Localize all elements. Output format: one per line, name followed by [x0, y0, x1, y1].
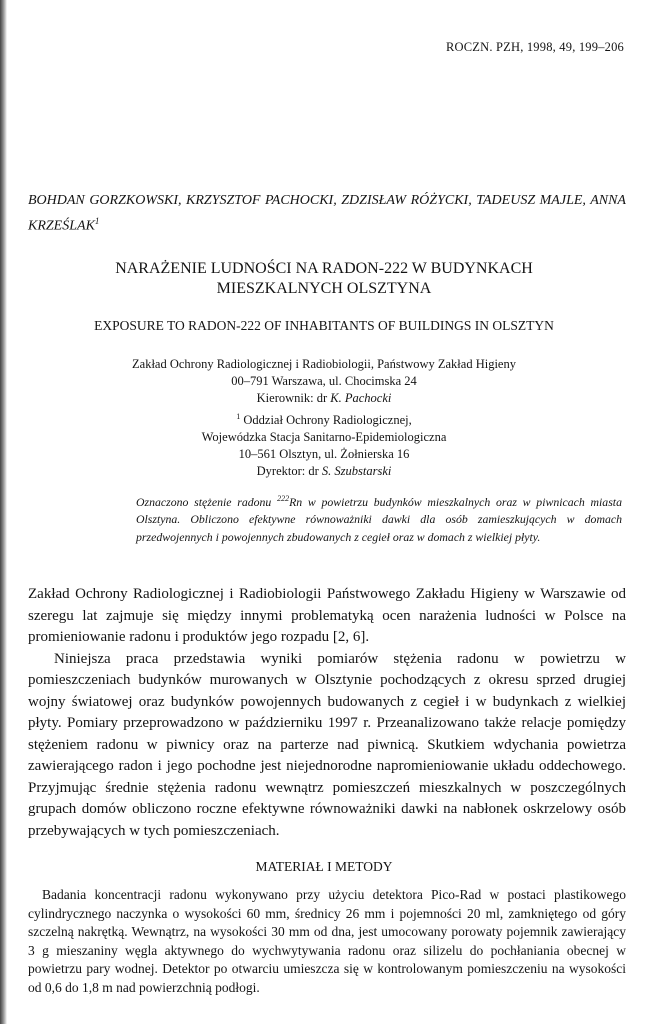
branch-line: [40, 408, 608, 429]
title-line-1: NARAŻENIE LUDNOŚCI NA RADON-222 W BUDYNKACH: [115, 260, 533, 277]
branch-name: Oddział Ochrony Radiologicznej,: [240, 412, 412, 427]
head-prefix: Kierownik: dr: [256, 391, 331, 406]
abstract: [136, 490, 622, 546]
branch-mark: 1: [236, 411, 241, 421]
affiliation-block: [40, 356, 608, 481]
branch-address: 10–561 Olsztyn, ul. Żołnierska 16: [238, 447, 410, 462]
author-names: BOHDAN GORZKOWSKI, KRZYSZTOF PACHOCKI, ZDZISŁAW RÓŻYCKI, TADEUSZ MAJLE, ANNA KRZEŚLAK: [28, 193, 626, 234]
abstract-text-rest: Rn w powietrzu budynków mieszkalnych oraz w piwnicach miasta Olsztyna. Obliczono efektywne równoważniki dawki dla osób zamieszkujących w domach przedwojennych i powojennych zbudowanych z cegieł oraz w domach z wielkiej płyty.: [136, 494, 622, 544]
section-heading: MATERIAŁ I METODY: [255, 859, 393, 874]
paper-title-polish: [40, 259, 608, 299]
methods-paragraph: Badania koncentracji radonu wykonywano przy użyciu detektora Pico-Rad w postaci plastikowego cylindrycznego naczynka o wysokości 60 mm, średnicy 26 mm i pojemności 20 ml, zamkniętego od góry szczelną nakrętką. Wewnątrz, na wysokości 30 mm od dna, jest umocowany porowaty pojemnik zawierający 3 g mieszaniny węgla aktywnego do wychwytywania radonu oraz silizelu do pochłaniania obecnej w powietrzu pary wodnej. Detektor po otwarciu umieszcza się w kontrolowanym pomieszczeniu na wysokości od 0,6 do 1,8 m nad powierzchnią podłogi.: [28, 887, 626, 995]
author-list: [28, 190, 626, 237]
paper-title-english: EXPOSURE TO RADON-222 OF INHABITANTS OF BUILDINGS IN OLSZTYN: [94, 318, 554, 333]
introduction-body: [28, 584, 626, 842]
title-line-2: MIESZKALNYCH OLSZTYNA: [216, 280, 432, 297]
affiliation-line: Zakład Ochrony Radiologicznej i Radiobiologii, Państwowy Zakład Higieny: [132, 357, 516, 371]
head-name: K. Pachocki: [330, 391, 392, 406]
paragraph: Niniejsza praca przedstawia wyniki pomiarów stężenia radonu w powietrzu w pomieszczeniach budynków murowanych w Olsztynie pochodzących z okresu sprzed drugiej wojny światowej oraz budynków powojennych budowanych z cegieł i w budynkach z wielkiej płyty. Pomiary przeprowadzono w październiku 1997 r. Przeanalizowano także relacje pomiędzy stężeniem radonu w piwnicy oraz na parterze nad piwnicą. Skutkiem wdychania powietrza zawierającego radon i jego pochodne jest niejednorodne napromieniowanie układu oddechowego. Przyjmując średnie stężenia radonu wewnątrz pomieszczeń mieszkalnych w poszczególnych grupach domów obliczono roczne efektywne równoważniki dawki na nabłonek oskrzelowy osób przebywających w tych pomieszczeniach.: [28, 650, 626, 839]
branch-institution: Wojewódzka Stacja Sanitarno-Epidemiologiczna: [201, 429, 447, 444]
journal-reference: ROCZN. PZH, 1998, 49, 199–206: [445, 40, 624, 54]
affiliation-head: [40, 390, 608, 407]
director-name: S. Szubstarski: [321, 464, 392, 479]
paragraph: Zakład Ochrony Radiologicznej i Radiobiologii Państwowego Zakładu Higieny w Warszawie od szeregu lat zajmuje się między innymi problematyką ocen narażenia ludności w Polsce na promieniowanie radonu i produktów jego rozpadu [2, 6].: [28, 586, 626, 645]
isotope-mass-number: 222: [277, 494, 290, 503]
affiliation-mark: 1: [94, 216, 100, 226]
director-prefix: Dyrektor: dr: [256, 464, 322, 479]
affiliation-address: 00–791 Warszawa, ul. Chocimska 24: [231, 374, 417, 389]
abstract-text-start: Oznaczono stężenie radonu: [136, 494, 278, 509]
branch-director: [40, 463, 608, 480]
